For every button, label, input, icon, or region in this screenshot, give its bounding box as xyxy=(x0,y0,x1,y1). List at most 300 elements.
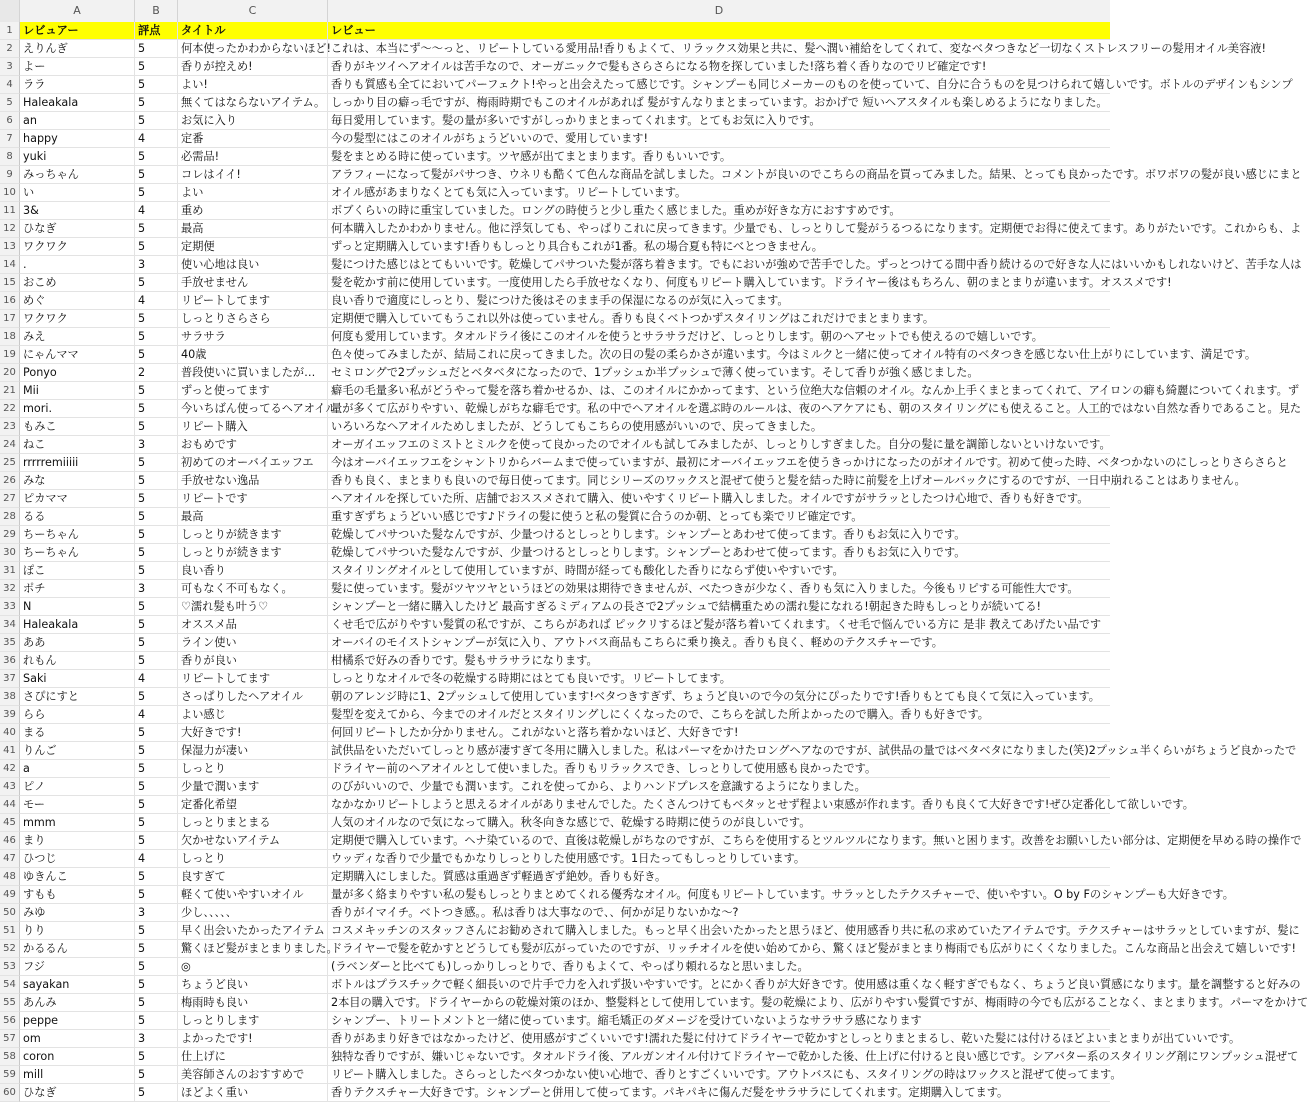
cell-score[interactable]: 5 xyxy=(135,796,178,814)
cell-score[interactable]: 5 xyxy=(135,148,178,166)
cell-reviewer[interactable]: みえ xyxy=(20,328,135,346)
cell-review[interactable]: 香りがあまり好きではなかったけど、使用感がすごくいいです!濡れた髪に付けてドライヤーで乾かすとしっとりまとまるし、乾いた髪には付けるほどよいまとまりが出ていいです。 xyxy=(328,1030,1110,1048)
row-number[interactable]: 33 xyxy=(0,598,20,616)
row-number[interactable]: 54 xyxy=(0,976,20,994)
row-number[interactable]: 28 xyxy=(0,508,20,526)
cell-review[interactable]: ヘアオイルを探していた所、店舗でおススメされて購入、使いやすくリピート購入しました。オイルですがサラッとしたつけ心地で、香りも好きです。 xyxy=(328,490,1110,508)
cell-reviewer[interactable]: らら xyxy=(20,706,135,724)
row-number[interactable]: 47 xyxy=(0,850,20,868)
cell-score[interactable]: 5 xyxy=(135,220,178,238)
cell-review[interactable]: 毎日愛用しています。髪の量が多いですがしっかりまとまってくれます。とてもお気に入りです。 xyxy=(328,112,1110,130)
cell-reviewer[interactable]: ひなぎ xyxy=(20,220,135,238)
cell-review[interactable]: ずっと定期購入しています!香りもしっとり具合もこれが1番。私の場合夏も特にべとつきません。 xyxy=(328,238,1110,256)
cell-title[interactable]: 良い香り xyxy=(178,562,328,580)
cell-score[interactable]: 5 xyxy=(135,454,178,472)
cell-title[interactable]: 保湿力が凄い xyxy=(178,742,328,760)
cell-title[interactable]: 少し、、、、、 xyxy=(178,904,328,922)
cell-reviewer[interactable]: れもん xyxy=(20,652,135,670)
cell-title[interactable]: よかったです! xyxy=(178,1030,328,1048)
row-number[interactable]: 49 xyxy=(0,886,20,904)
cell-score[interactable]: 5 xyxy=(135,958,178,976)
cell-review[interactable]: オーバイのモイストシャンプーが気に入り、アウトバス商品もこちらに乗り換え。香りも良く、軽めのテクスチャーです。 xyxy=(328,634,1110,652)
cell-title[interactable]: 重め xyxy=(178,202,328,220)
cell-review[interactable]: 髪型を変えてから、今までのオイルだとスタイリングしにくくなったので、こちらを試した所よかったので購入。香りも好きです。 xyxy=(328,706,1110,724)
row-number[interactable]: 58 xyxy=(0,1048,20,1066)
row-number[interactable]: 4 xyxy=(0,76,20,94)
cell-review[interactable]: 重すぎずちょうどいい感じです♪ドライの髪に使うと私の髪質に合うのか朝、とっても楽でリピ確定です。 xyxy=(328,508,1110,526)
cell-review[interactable]: ボトルはプラスチックで軽く細長いので片手で力を入れず扱いやすいです。とにかく香りが大好きです。使用感は重くなく軽すぎでもなく、ちょうど良い質感になります。量を調整すると好みの xyxy=(328,976,1110,994)
cell-score[interactable]: 5 xyxy=(135,688,178,706)
row-number[interactable]: 53 xyxy=(0,958,20,976)
row-number[interactable]: 27 xyxy=(0,490,20,508)
cell-title[interactable]: 仕上げに xyxy=(178,1048,328,1066)
cell-reviewer[interactable]: ララ xyxy=(20,76,135,94)
cell-title[interactable]: 香りが良い xyxy=(178,652,328,670)
cell-review[interactable]: 2本目の購入です。ドライヤーからの乾燥対策のほか、整髪料として使用しています。髪の乾燥により、広がりやすい髪質ですが、梅雨時の今でも広がることなく、まとまります。パーマをかけて xyxy=(328,994,1110,1012)
cell-review[interactable]: リピート購入しました。さらっとしたベタつかない使い心地で、香りとすごくいいです。アウトバスにも、スタイリングの時はワックスと混ぜて使ってます。 xyxy=(328,1066,1110,1084)
cell-review[interactable]: 癖毛の毛量多い私がどうやって髪を落ち着かせるか、は、このオイルにかかってます、という位绝大な信頼のオイル。なんか上手くまとまってくれて、アイロンの癖も綺麗についてくれます。ず xyxy=(328,382,1110,400)
cell-title[interactable]: ずっと使ってます xyxy=(178,382,328,400)
cell-score[interactable]: 4 xyxy=(135,292,178,310)
cell-score[interactable]: 5 xyxy=(135,1084,178,1102)
cell-score[interactable]: 5 xyxy=(135,274,178,292)
cell-reviewer[interactable]: ゆきんこ xyxy=(20,868,135,886)
cell-review[interactable]: 髪に使っています。髪がツヤツヤというほどの効果は期待できませんが、べたつきが少なく、香りも気に入りました。今後もリピする可能性大です。 xyxy=(328,580,1110,598)
cell-reviewer[interactable]: みな xyxy=(20,472,135,490)
cell-review[interactable]: くせ毛で広がりやすい髪質の私ですが、こちらがあれば ピックリするほど髪が落ち着いてくれます。くせ毛で悩んでいる方に 是非 教えてあげたい品です xyxy=(328,616,1110,634)
row-number[interactable]: 23 xyxy=(0,418,20,436)
cell-score[interactable]: 5 xyxy=(135,1066,178,1084)
cell-reviewer[interactable]: sayakan xyxy=(20,976,135,994)
cell-reviewer[interactable]: よー xyxy=(20,58,135,76)
cell-title[interactable]: 何本使ったかわからないほど! xyxy=(178,40,328,58)
select-all-corner[interactable] xyxy=(0,0,20,22)
cell-reviewer[interactable]: まり xyxy=(20,832,135,850)
cell-score[interactable]: 5 xyxy=(135,994,178,1012)
row-number[interactable]: 52 xyxy=(0,940,20,958)
cell-review[interactable]: スタイリングオイルとして使用していますが、時間が経っても酸化した香りにならず使いやすいです。 xyxy=(328,562,1110,580)
cell-score[interactable]: 5 xyxy=(135,310,178,328)
row-number[interactable]: 7 xyxy=(0,130,20,148)
cell-title[interactable]: ちょうど良い xyxy=(178,976,328,994)
cell-score[interactable]: 5 xyxy=(135,868,178,886)
cell-review[interactable]: のびがいいので、少量でも潤います。これを使ってから、よりハンドプレスを意識するようになりました。 xyxy=(328,778,1110,796)
cell-review[interactable]: 香りテクスチャー大好きです。シャンプーと併用して使ってます。パキパキに傷んだ髪をサラサラにしてくれます。定期購入してます。 xyxy=(328,1084,1110,1102)
row-number[interactable]: 56 xyxy=(0,1012,20,1030)
cell-title[interactable]: 定期便 xyxy=(178,238,328,256)
cell-score[interactable]: 5 xyxy=(135,76,178,94)
cell-review[interactable]: 定期便で購入しています。ヘナ染ているので、直後は乾燥しがちなのですが、こちらを使用するとツルツルになります。無いと困ります。改善をお願いしたい部分は、定期便を早める時の操作で xyxy=(328,832,1110,850)
row-number[interactable]: 29 xyxy=(0,526,20,544)
cell-score[interactable]: 4 xyxy=(135,850,178,868)
cell-reviewer[interactable]: にゃんママ xyxy=(20,346,135,364)
header-reviewer[interactable]: レビュアー xyxy=(20,22,135,40)
cell-reviewer[interactable]: Saki xyxy=(20,670,135,688)
cell-reviewer[interactable]: かるるん xyxy=(20,940,135,958)
cell-reviewer[interactable]: ワクワク xyxy=(20,310,135,328)
cell-review[interactable]: 人気のオイルなので気になって購入。秋冬向きな感じで、乾燥する時期に使うのが良しいです。 xyxy=(328,814,1110,832)
cell-score[interactable]: 5 xyxy=(135,418,178,436)
cell-reviewer[interactable]: めぐ xyxy=(20,292,135,310)
cell-title[interactable]: しっとりが続きます xyxy=(178,526,328,544)
cell-review[interactable]: 柑橘系で好みの香りです。髪もサラサラになります。 xyxy=(328,652,1110,670)
cell-title[interactable]: オススメ品 xyxy=(178,616,328,634)
cell-reviewer[interactable]: ああ xyxy=(20,634,135,652)
row-number[interactable]: 5 xyxy=(0,94,20,112)
cell-review[interactable]: 定期購入にしました。質感は重過ぎず軽過ぎず絶妙。香りも好き。 xyxy=(328,868,1110,886)
cell-title[interactable]: 梅雨時も良い xyxy=(178,994,328,1012)
cell-review[interactable]: 今はオーバイエッフエをシャントリからバームまで使っていますが、最初にオーバイエッフエを使うきっかけになったのがオイルです。初めて使った時、ベタつかないのにしっとりさらさらと xyxy=(328,454,1110,472)
cell-title[interactable]: サラサラ xyxy=(178,328,328,346)
cell-reviewer[interactable]: an xyxy=(20,112,135,130)
cell-score[interactable]: 3 xyxy=(135,436,178,454)
cell-reviewer[interactable]: ねこ xyxy=(20,436,135,454)
cell-reviewer[interactable]: . xyxy=(20,256,135,274)
cell-title[interactable]: コレはイイ! xyxy=(178,166,328,184)
cell-title[interactable]: 早く出会いたかったアイテム xyxy=(178,922,328,940)
cell-reviewer[interactable]: Ponyo xyxy=(20,364,135,382)
cell-review[interactable]: 良い香りで適度にしっとり、髪につけた後はそのまま手の保湿になるのが気に入ってます。 xyxy=(328,292,1110,310)
cell-reviewer[interactable]: Haleakala xyxy=(20,94,135,112)
row-number[interactable]: 44 xyxy=(0,796,20,814)
row-number[interactable]: 59 xyxy=(0,1066,20,1084)
row-number[interactable]: 35 xyxy=(0,634,20,652)
cell-title[interactable]: 手放せない逸品 xyxy=(178,472,328,490)
cell-reviewer[interactable]: Mii xyxy=(20,382,135,400)
cell-title[interactable]: しっとりまとまる xyxy=(178,814,328,832)
cell-review[interactable]: 香りも質感も全てにおいてパーフェクト!やっと出会えたって感じです。シャンプーも同じメーカーのものを使っていて、自分に合うものを見つけられて嬉しいです。ボトルのデザインもシンプ xyxy=(328,76,1110,94)
cell-reviewer[interactable]: もみこ xyxy=(20,418,135,436)
cell-reviewer[interactable]: りんご xyxy=(20,742,135,760)
cell-reviewer[interactable]: a xyxy=(20,760,135,778)
cell-score[interactable]: 5 xyxy=(135,940,178,958)
cell-score[interactable]: 5 xyxy=(135,562,178,580)
cell-reviewer[interactable]: Haleakala xyxy=(20,616,135,634)
cell-reviewer[interactable]: えりんぎ xyxy=(20,40,135,58)
cell-score[interactable]: 3 xyxy=(135,1030,178,1048)
row-number[interactable]: 14 xyxy=(0,256,20,274)
cell-reviewer[interactable]: ぽこ xyxy=(20,562,135,580)
cell-reviewer[interactable]: い xyxy=(20,184,135,202)
cell-review[interactable]: 髪につけた感じはとてもいいです。乾燥してパサついた髪が落ち着きます。でもにおいが強めで苦手でした。ずっとつけてる間中香り続けるので好きな人にはいいかもしれないけど、苦手な人は xyxy=(328,256,1110,274)
cell-score[interactable]: 5 xyxy=(135,1012,178,1030)
cell-reviewer[interactable]: coron xyxy=(20,1048,135,1066)
cell-reviewer[interactable]: mmm xyxy=(20,814,135,832)
cell-title[interactable]: 最高 xyxy=(178,508,328,526)
cell-score[interactable]: 2 xyxy=(135,364,178,382)
row-number[interactable]: 32 xyxy=(0,580,20,598)
cell-reviewer[interactable]: ちーちゃん xyxy=(20,526,135,544)
cell-review[interactable]: オイル感があまりなくとても気に入っています。リピートしています。 xyxy=(328,184,1110,202)
cell-review[interactable]: 何回リピートしたか分かりません。これがないと落ち着かないほど、大好きです! xyxy=(328,724,1110,742)
cell-score[interactable]: 3 xyxy=(135,256,178,274)
cell-score[interactable]: 5 xyxy=(135,472,178,490)
cell-title[interactable]: しっとり xyxy=(178,760,328,778)
cell-score[interactable]: 5 xyxy=(135,652,178,670)
row-number[interactable]: 50 xyxy=(0,904,20,922)
cell-score[interactable]: 5 xyxy=(135,778,178,796)
cell-title[interactable]: しっとりさらさら xyxy=(178,310,328,328)
cell-score[interactable]: 5 xyxy=(135,346,178,364)
cell-title[interactable]: さっぱりしたヘアオイル xyxy=(178,688,328,706)
cell-title[interactable]: 定番 xyxy=(178,130,328,148)
cell-review[interactable]: ドライヤー前のヘアオイルとして使いました。香りもリラックスでき、しっとりして使用感も良かったです。 xyxy=(328,760,1110,778)
row-number[interactable]: 34 xyxy=(0,616,20,634)
cell-reviewer[interactable]: happy xyxy=(20,130,135,148)
row-number[interactable]: 45 xyxy=(0,814,20,832)
cell-title[interactable]: お気に入り xyxy=(178,112,328,130)
cell-review[interactable]: 香りも良く、まとまりも良いので毎日使ってます。同じシリーズのワックスと混ぜて使うと髪を結った時に前髪を上げオールバックにするのですが、一日中崩れることはありません。 xyxy=(328,472,1110,490)
row-number[interactable]: 37 xyxy=(0,670,20,688)
cell-review[interactable]: セミロングで2プッシュだとベタベタになったので、1プッシュか半プッシュで薄く使っています。そして香りが強く感じました。 xyxy=(328,364,1110,382)
cell-title[interactable]: リピートしてます xyxy=(178,292,328,310)
cell-score[interactable]: 5 xyxy=(135,94,178,112)
row-number[interactable]: 39 xyxy=(0,706,20,724)
row-number[interactable]: 2 xyxy=(0,40,20,58)
cell-score[interactable]: 5 xyxy=(135,58,178,76)
cell-score[interactable]: 5 xyxy=(135,40,178,58)
cell-reviewer[interactable]: ポチ xyxy=(20,580,135,598)
row-number[interactable]: 19 xyxy=(0,346,20,364)
cell-reviewer[interactable]: ピノ xyxy=(20,778,135,796)
cell-reviewer[interactable]: さぴにすと xyxy=(20,688,135,706)
row-number[interactable]: 46 xyxy=(0,832,20,850)
cell-score[interactable]: 5 xyxy=(135,760,178,778)
cell-title[interactable]: 良すぎて xyxy=(178,868,328,886)
cell-reviewer[interactable]: rrrrremiiiii xyxy=(20,454,135,472)
cell-title[interactable]: 無くてはならないアイテム。 xyxy=(178,94,328,112)
cell-review[interactable]: しっとりなオイルで冬の乾燥する時期にはとても良いです。リピートしてます。 xyxy=(328,670,1110,688)
cell-score[interactable]: 4 xyxy=(135,202,178,220)
cell-review[interactable]: 独特な香りですが、嫌いじゃないです。タオルドライ後、アルガンオイル付けてドライヤーで乾かした後、仕上げに付けると良い感じです。シアバター系のスタイリング剤にワンプッシュ混ぜて xyxy=(328,1048,1110,1066)
row-number[interactable]: 10 xyxy=(0,184,20,202)
row-number[interactable]: 6 xyxy=(0,112,20,130)
cell-reviewer[interactable]: ワクワク xyxy=(20,238,135,256)
row-number[interactable]: 30 xyxy=(0,544,20,562)
cell-title[interactable]: 使い心地は良い xyxy=(178,256,328,274)
cell-score[interactable]: 5 xyxy=(135,922,178,940)
row-number[interactable]: 21 xyxy=(0,382,20,400)
row-number[interactable]: 36 xyxy=(0,652,20,670)
row-number[interactable]: 20 xyxy=(0,364,20,382)
row-number[interactable]: 25 xyxy=(0,454,20,472)
cell-review[interactable]: 香りがキツイヘアオイルは苦手なので、オーガニックで髪もさらさらになる物を探していました!落ち着く香りなのでリピ確定です! xyxy=(328,58,1110,76)
cell-title[interactable]: 必需品! xyxy=(178,148,328,166)
cell-reviewer[interactable]: ひつじ xyxy=(20,850,135,868)
header-score[interactable]: 評点 xyxy=(135,22,178,40)
cell-review[interactable]: 乾燥してパサついた髪なんですが、少量つけるとしっとりします。シャンプーとあわせて使ってます。香りもお気に入りです。 xyxy=(328,544,1110,562)
row-number[interactable]: 17 xyxy=(0,310,20,328)
row-number[interactable]: 8 xyxy=(0,148,20,166)
cell-score[interactable]: 5 xyxy=(135,814,178,832)
cell-title[interactable]: リピートです xyxy=(178,490,328,508)
cell-score[interactable]: 5 xyxy=(135,508,178,526)
cell-title[interactable]: 40歳 xyxy=(178,346,328,364)
cell-title[interactable]: 軽くて使いやすいオイル xyxy=(178,886,328,904)
cell-score[interactable]: 5 xyxy=(135,724,178,742)
row-number[interactable]: 11 xyxy=(0,202,20,220)
cell-review[interactable]: 定期便で購入していてもうこれ以外は使っていません。香りも良くベトつかずスタイリングはこれだけでまとまります。 xyxy=(328,310,1110,328)
cell-review[interactable]: シャンプーと一緒に購入したけど 最高すぎるミディアムの長さで2プッシュで結構重ための濡れ髪になれる!朝起きた時もしっとりが続いてる! xyxy=(328,598,1110,616)
cell-review[interactable]: コスメキッチンのスタッフさんにお勧めされて購入しました。もっと早く出会いたかったと思うほど、使用感香り共に私の求めていたアイテムです。テクスチャーはサラッとしていますが、髪に xyxy=(328,922,1110,940)
cell-title[interactable]: 少量で潤います xyxy=(178,778,328,796)
row-number[interactable]: 3 xyxy=(0,58,20,76)
cell-score[interactable]: 5 xyxy=(135,400,178,418)
cell-score[interactable]: 3 xyxy=(135,904,178,922)
cell-reviewer[interactable]: ピカママ xyxy=(20,490,135,508)
cell-review[interactable]: 今の髪型にはこのオイルがちょうどいいので、愛用しています! xyxy=(328,130,1110,148)
cell-score[interactable]: 5 xyxy=(135,598,178,616)
cell-review[interactable]: 量が多く絡まりやすい私の髪もしっとりまとめてくれる優秀なオイル。何度もリピートしています。サラッとしたテクスチャーで、使いやすい。O by Fのシャンプーも大好きです。 xyxy=(328,886,1110,904)
header-title[interactable]: タイトル xyxy=(178,22,328,40)
cell-score[interactable]: 5 xyxy=(135,976,178,994)
cell-review[interactable]: なかなかリピートしようと思えるオイルがありませんでした。たくさんつけてもベタッとせず程よい束感が作れます。香りも良くて大好きです!ぜひ定番化して欲しいです。 xyxy=(328,796,1110,814)
row-number[interactable]: 42 xyxy=(0,760,20,778)
cell-reviewer[interactable]: peppe xyxy=(20,1012,135,1030)
cell-reviewer[interactable]: ひなぎ xyxy=(20,1084,135,1102)
cell-reviewer[interactable]: るる xyxy=(20,508,135,526)
cell-title[interactable]: 最高 xyxy=(178,220,328,238)
cell-review[interactable]: 何度も愛用しています。タオルドライ後にこのオイルを使うとサラサラだけど、しっとりします。朝のヘアセットでも使えるので嬉しいです。 xyxy=(328,328,1110,346)
row-number[interactable]: 24 xyxy=(0,436,20,454)
cell-reviewer[interactable]: あんみ xyxy=(20,994,135,1012)
cell-title[interactable]: ほどよく重い xyxy=(178,1084,328,1102)
cell-score[interactable]: 5 xyxy=(135,742,178,760)
cell-title[interactable]: ◎ xyxy=(178,958,328,976)
cell-review[interactable]: 香りがイマイチ。ベトつき感。。私は香りは大事なので、、何かが足りないかな〜? xyxy=(328,904,1110,922)
cell-review[interactable]: 髪を乾かす前に使用しています。一度使用したら手放せなくなり、何度もリピート購入しています。ドライヤー後はもちろん、朝のまとまりが違います。オススメです! xyxy=(328,274,1110,292)
cell-review[interactable]: いろいろなヘアオイルためしましたが、どうしてもこちらの使用感がいいので、戻ってきました。 xyxy=(328,418,1110,436)
cell-review[interactable]: 色々使ってみましたが、結局これに戻ってきました。次の日の髪の柔らかさが違います。今はミルクと一緒に使ってオイル特有のベタつきを感じない仕上がりにしています、満足です。 xyxy=(328,346,1110,364)
row-number[interactable]: 15 xyxy=(0,274,20,292)
cell-score[interactable]: 5 xyxy=(135,1048,178,1066)
cell-score[interactable]: 5 xyxy=(135,616,178,634)
header-review[interactable]: レビュー xyxy=(328,22,1110,40)
column-header-b[interactable]: B xyxy=(135,0,178,22)
cell-score[interactable]: 5 xyxy=(135,832,178,850)
cell-title[interactable]: 大好きです! xyxy=(178,724,328,742)
cell-review[interactable]: アラフィーになって髪がパサつき、ウネリも酷くて色んな商品を試しました。コメントが良いのでこちらの商品を買ってみました。結果、とっても良かったです。ボワボワの髪が良い感じにまと xyxy=(328,166,1110,184)
cell-title[interactable]: 美容師さんのおすすめで xyxy=(178,1066,328,1084)
cell-reviewer[interactable]: すもも xyxy=(20,886,135,904)
cell-review[interactable]: しっかり目の癖っ毛ですが、梅雨時期でもこのオイルがあれば 髪がすんなりまとまっています。おかげで 短いヘアスタイルも楽しめるようになりました。 xyxy=(328,94,1110,112)
row-number[interactable]: 18 xyxy=(0,328,20,346)
row-number[interactable]: 13 xyxy=(0,238,20,256)
row-number[interactable]: 48 xyxy=(0,868,20,886)
cell-title[interactable]: 普段使いに買いましたが… xyxy=(178,364,328,382)
cell-review[interactable]: 試供品をいただいてしっとり感が凄すぎて冬用に購入しました。私はパーマをかけたロングヘアなのですが、試供品の量ではベタベタになりました(笑)2プッシュ半くらいがちょうど良かったで xyxy=(328,742,1110,760)
row-number[interactable]: 51 xyxy=(0,922,20,940)
cell-title[interactable]: よい xyxy=(178,184,328,202)
cell-reviewer[interactable]: まる xyxy=(20,724,135,742)
column-header-d[interactable]: D xyxy=(714,4,724,17)
row-number[interactable]: 40 xyxy=(0,724,20,742)
cell-review[interactable]: ドライヤーで髪を乾かすとどうしても髪が広がっていたのですが、リッチオイルを使い始めてから、驚くほど髪がまとまり梅雨でも広がりにくくなりました。こんな商品と出会えて嬉しいです! xyxy=(328,940,1110,958)
cell-review[interactable]: (ラベンダーと比べても)しっかりしっとりで、香りもよくて、やっぱり頼れるなと思いました。 xyxy=(328,958,1110,976)
cell-score[interactable]: 5 xyxy=(135,544,178,562)
cell-score[interactable]: 5 xyxy=(135,634,178,652)
row-number[interactable]: 9 xyxy=(0,166,20,184)
column-header-c[interactable]: C xyxy=(178,0,328,22)
cell-title[interactable]: おもめです xyxy=(178,436,328,454)
cell-title[interactable]: よい! xyxy=(178,76,328,94)
cell-reviewer[interactable]: 3& xyxy=(20,202,135,220)
row-number[interactable]: 12 xyxy=(0,220,20,238)
cell-title[interactable]: 手放せません xyxy=(178,274,328,292)
row-number[interactable]: 57 xyxy=(0,1030,20,1048)
cell-title[interactable]: ライン使い xyxy=(178,634,328,652)
cell-review[interactable]: シャンプー、トリートメントと一緒に使っています。縮毛矯正のダメージを受けていないようなサラサラ感になります xyxy=(328,1012,1110,1030)
cell-review[interactable]: オーガイエッフエのミストとミルクを使って良かったのでオイルも試してみましたが、しっとりしすぎました。自分の髪に量を調節しないといけないです。 xyxy=(328,436,1110,454)
cell-title[interactable]: 香りが控えめ! xyxy=(178,58,328,76)
cell-reviewer[interactable]: N xyxy=(20,598,135,616)
cell-title[interactable]: ♡濡れ髪も叶う♡ xyxy=(178,598,328,616)
cell-score[interactable]: 4 xyxy=(135,130,178,148)
row-number[interactable]: 22 xyxy=(0,400,20,418)
cell-reviewer[interactable]: ちーちゃん xyxy=(20,544,135,562)
cell-score[interactable]: 5 xyxy=(135,382,178,400)
cell-title[interactable]: 定番化希望 xyxy=(178,796,328,814)
cell-title[interactable]: しっとりします xyxy=(178,1012,328,1030)
cell-score[interactable]: 5 xyxy=(135,886,178,904)
cell-reviewer[interactable]: みっちゃん xyxy=(20,166,135,184)
cell-title[interactable]: 初めてのオーバイエッフエ xyxy=(178,454,328,472)
cell-title[interactable]: リピートしてます xyxy=(178,670,328,688)
cell-reviewer[interactable]: om xyxy=(20,1030,135,1048)
column-header-a[interactable]: A xyxy=(20,0,135,22)
row-number[interactable]: 1 xyxy=(0,22,20,40)
cell-title[interactable]: しっとりが続きます xyxy=(178,544,328,562)
cell-reviewer[interactable]: おこめ xyxy=(20,274,135,292)
row-number[interactable]: 43 xyxy=(0,778,20,796)
cell-reviewer[interactable]: みゆ xyxy=(20,904,135,922)
cell-reviewer[interactable]: フジ xyxy=(20,958,135,976)
cell-title[interactable]: 驚くほど髪がまとまりました。 xyxy=(178,940,328,958)
cell-review[interactable]: 量が多くて広がりやすい、乾燥しがちな癖毛です。私の中でヘアオイルを選ぶ時のルールは、夜のヘアケアにも、朝のスタイリングにも使えること。人工的ではない自然な香りであること。見た xyxy=(328,400,1110,418)
cell-score[interactable]: 5 xyxy=(135,166,178,184)
cell-review[interactable]: 何本購入したかわかりません。他に浮気しても、やっぱりこれに戻ってきます。少量でも、しっとりして髪がうるつるになります。定期便でお得に使えてます。ありがたいです。これからも、よ xyxy=(328,220,1110,238)
row-number[interactable]: 55 xyxy=(0,994,20,1012)
row-number[interactable]: 16 xyxy=(0,292,20,310)
cell-reviewer[interactable]: yuki xyxy=(20,148,135,166)
row-number[interactable]: 31 xyxy=(0,562,20,580)
cell-review[interactable]: 乾燥してパサついた髪なんですが、少量つけるとしっとりします。シャンプーとあわせて使ってます。香りもお気に入りです。 xyxy=(328,526,1110,544)
cell-review[interactable]: 髪をまとめる時に使っています。ツヤ感が出てまとまります。香りもいいです。 xyxy=(328,148,1110,166)
cell-score[interactable]: 5 xyxy=(135,490,178,508)
row-number[interactable]: 26 xyxy=(0,472,20,490)
cell-score[interactable]: 5 xyxy=(135,238,178,256)
cell-review[interactable]: ウッディな香りで少量でもかなりしっとりした使用感です。1日たってもしっとりしています。 xyxy=(328,850,1110,868)
cell-reviewer[interactable]: りり xyxy=(20,922,135,940)
cell-reviewer[interactable]: モー xyxy=(20,796,135,814)
cell-reviewer[interactable]: mill xyxy=(20,1066,135,1084)
cell-score[interactable]: 4 xyxy=(135,706,178,724)
cell-score[interactable]: 3 xyxy=(135,580,178,598)
cell-title[interactable]: しっとり xyxy=(178,850,328,868)
cell-title[interactable]: 可もなく不可もなく。 xyxy=(178,580,328,598)
cell-reviewer[interactable]: mori. xyxy=(20,400,135,418)
cell-title[interactable]: よい感じ xyxy=(178,706,328,724)
cell-title[interactable]: リピート購入 xyxy=(178,418,328,436)
cell-review[interactable]: ボブくらいの時に重宝していました。ロングの時使うと少し重たく感じました。重めが好きな方におすすめです。 xyxy=(328,202,1110,220)
cell-title[interactable]: 欠かせないアイテム xyxy=(178,832,328,850)
row-number[interactable]: 41 xyxy=(0,742,20,760)
cell-score[interactable]: 5 xyxy=(135,184,178,202)
row-number[interactable]: 60 xyxy=(0,1084,20,1102)
cell-score[interactable]: 5 xyxy=(135,328,178,346)
cell-score[interactable]: 5 xyxy=(135,112,178,130)
cell-title[interactable]: 今いちばん使ってるヘアオイル xyxy=(178,400,328,418)
